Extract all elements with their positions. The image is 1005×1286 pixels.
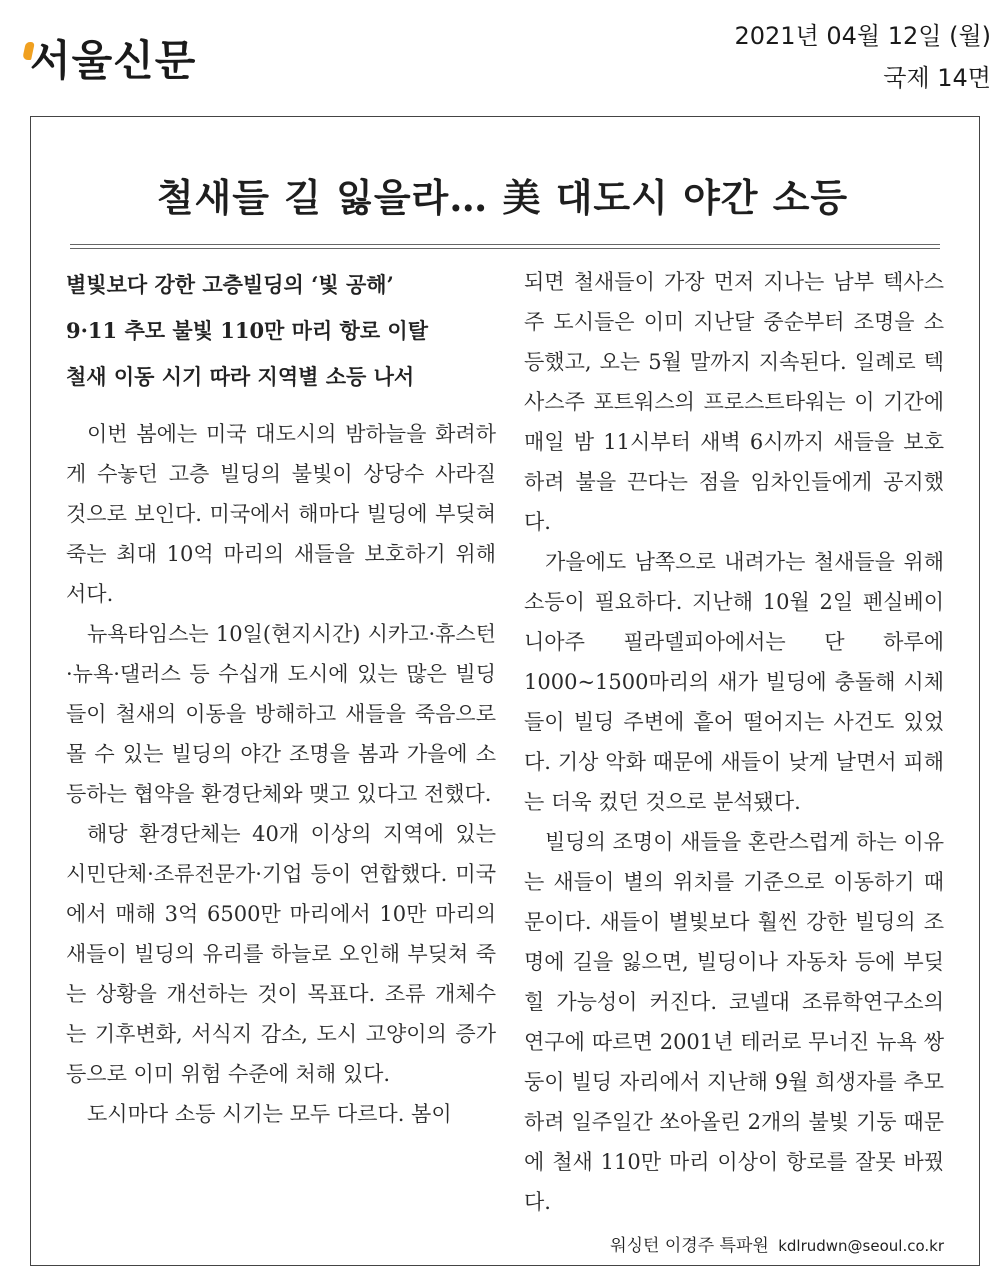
byline-author: 워싱턴 이경주 특파원 [610, 1236, 769, 1256]
newspaper-logo: 서울신문 [30, 36, 197, 85]
article-paragraph: 빌딩의 조명이 새들을 혼란스럽게 하는 이유는 새들이 별의 위치를 기준으로 이동하기 때문이다. 새들이 별빛보다 훨씬 강한 빌딩의 조명에 길을 잃으면, 빌딩이나 자동차 등에 부딪힐 가능성이 커진다. 코넬대 조류학연구소의 연구에 따르면 2001년 테러로 무너진 뉴욕 쌍둥이 빌딩 자리에서 지난해 9월 희생자를 추모하려 일주일간 쏘아올린 2개의 불빛 기둥 때문에 철새 110만 마리 이상이 항로를 잘못 바꿨다. [524, 830, 944, 1214]
byline-email: kdlrudwn@seoul.co.kr [778, 1237, 944, 1255]
article-paragraph: 뉴욕타임스는 10일(현지시간) 시카고·휴스턴·뉴욕·댈러스 등 수십개 도시에 있는 많은 빌딩들이 철새의 이동을 방해하고 새들을 죽음으로 몰 수 있는 빌딩의 야간 조명을 봄과 가을에 소등하는 협약을 환경단체와 맺고 있다고 전했다. [66, 622, 496, 806]
article-column-left [66, 262, 496, 1134]
article-paragraph: 가을에도 남쪽으로 내려가는 철새들을 위해 소등이 필요하다. 지난해 10월 2일 펜실베이니아주 필라델피아에서는 단 하루에 1000~1500마리의 새가 빌딩에 충돌해 시체들이 빌딩 주변에 흩어 떨어지는 사건도 있었다. 기상 악화 때문에 새들이 낮게 날면서 피해는 더욱 컸던 것으로 분석됐다. [524, 550, 944, 814]
subheadline-list [66, 262, 496, 400]
article-headline: 철새들 길 잃을라… 美 대도시 야간 소등 [156, 175, 849, 220]
article-paragraph: 해당 환경단체는 40개 이상의 지역에 있는 시민단체·조류전문가·기업 등이 연합했다. 미국에서 매해 3억 6500만 마리에서 10만 마리의 새들이 빌딩의 유리를 하늘로 오인해 부딪쳐 죽는 상황을 개선하는 것이 목표다. 조류 개체수는 기후변화, 서식지 감소, 도시 고양이의 증가 등으로 이미 위험 수준에 처해 있다. [66, 822, 496, 1086]
headline-divider-top [70, 244, 940, 245]
subheadline: 9·11 추모 불빛 110만 마리 항로 이탈 [66, 318, 428, 343]
article-paragraph: 되면 철새들이 가장 먼저 지나는 남부 텍사스주 도시들은 이미 지난달 중순부터 조명을 소등했고, 오는 5월 말까지 지속된다. 일례로 텍사스주 포트워스의 프로스트타워는 이 기간에 매일 밤 11시부터 새벽 6시까지 새들을 보호하려 불을 끈다는 점을 임차인들에게 공지했다. [524, 270, 944, 534]
article-column-right [524, 262, 944, 1266]
byline [524, 1226, 944, 1266]
article-paragraph: 이번 봄에는 미국 대도시의 밤하늘을 화려하게 수놓던 고층 빌딩의 불빛이 상당수 사라질 것으로 보인다. 미국에서 해마다 빌딩에 부딪혀 죽는 최대 10억 마리의 새들을 보호하기 위해서다. [66, 422, 496, 606]
subheadline: 철새 이동 시기 따라 지역별 소등 나서 [66, 364, 415, 389]
publication-date: 2021년 04월 12일 (월) [734, 22, 991, 50]
section-page: 국제 14면 [883, 64, 991, 92]
article-paragraph: 도시마다 소등 시기는 모두 다르다. 봄이 [87, 1102, 452, 1126]
headline-divider-bottom [70, 248, 940, 249]
subheadline: 별빛보다 강한 고층빌딩의 ‘빛 공해’ [66, 272, 394, 297]
